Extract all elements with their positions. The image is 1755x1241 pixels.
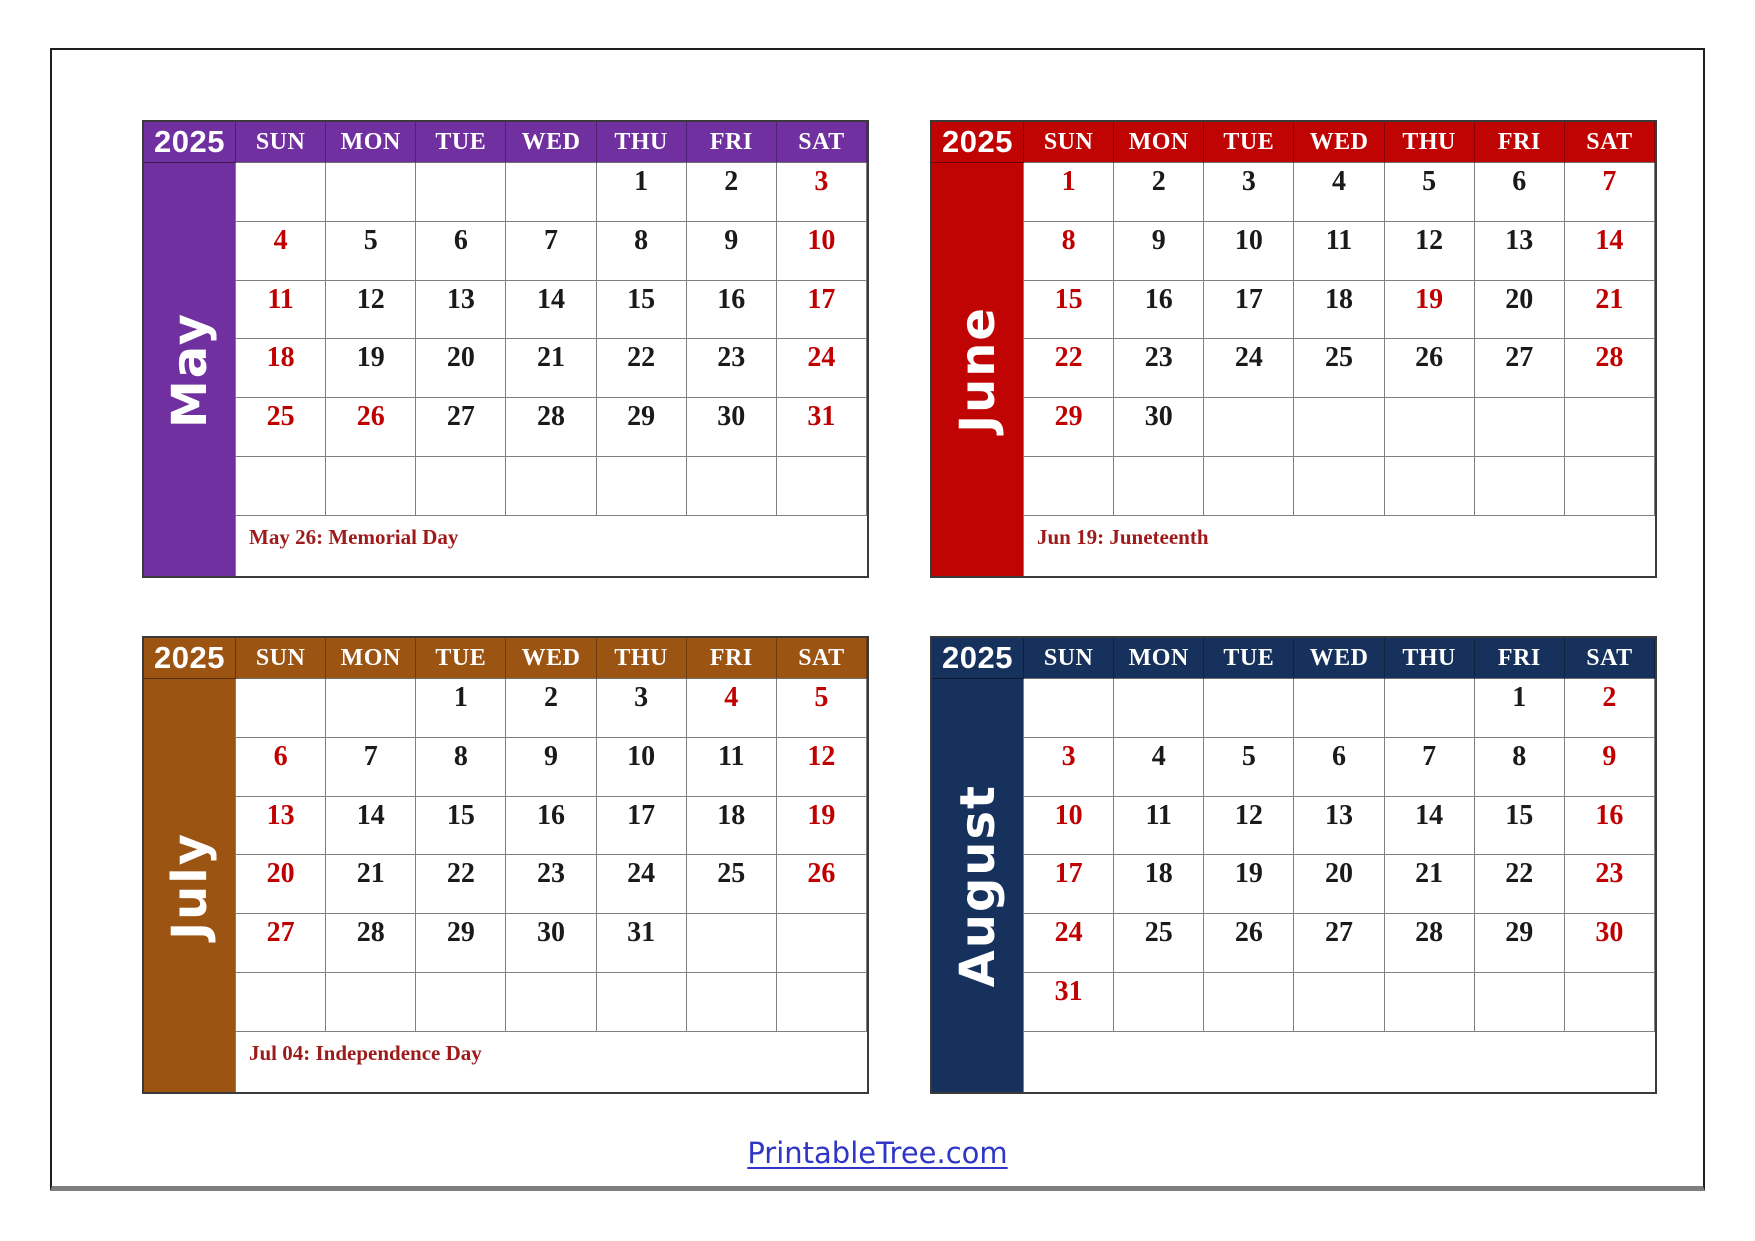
calendar-august — [930, 636, 1657, 1094]
empty-date-cell — [777, 457, 867, 516]
day-header-wed: WED — [506, 122, 596, 163]
day-header-wed: WED — [1294, 638, 1384, 679]
date-cell-29: 29 — [1475, 914, 1565, 973]
date-cell-6: 6 — [1294, 738, 1384, 797]
date-cell-30: 30 — [687, 398, 777, 457]
date-cell-11: 11 — [687, 738, 777, 797]
date-cell-9: 9 — [1565, 738, 1655, 797]
date-cell-6: 6 — [416, 222, 506, 281]
date-cell-30: 30 — [1114, 398, 1204, 457]
date-cell-24: 24 — [1204, 339, 1294, 398]
day-header-mon: MON — [326, 638, 416, 679]
holiday-note: May 26: Memorial Day — [236, 516, 867, 576]
date-cell-28: 28 — [326, 914, 416, 973]
date-cell-28: 28 — [1565, 339, 1655, 398]
day-header-fri: FRI — [687, 638, 777, 679]
empty-date-cell — [1114, 679, 1204, 738]
date-cell-14: 14 — [506, 281, 596, 340]
date-cell-5: 5 — [326, 222, 416, 281]
empty-date-cell — [597, 973, 687, 1032]
date-cell-9: 9 — [506, 738, 596, 797]
month-sidebar — [144, 163, 236, 576]
date-cell-6: 6 — [1475, 163, 1565, 222]
empty-date-cell — [416, 973, 506, 1032]
date-cell-10: 10 — [597, 738, 687, 797]
date-cell-12: 12 — [777, 738, 867, 797]
date-cell-16: 16 — [1565, 797, 1655, 856]
empty-date-cell — [687, 457, 777, 516]
year-label: 2025 — [932, 638, 1024, 679]
empty-date-cell — [1385, 398, 1475, 457]
date-cell-20: 20 — [1475, 281, 1565, 340]
date-cell-22: 22 — [416, 855, 506, 914]
date-cell-29: 29 — [597, 398, 687, 457]
date-cell-15: 15 — [597, 281, 687, 340]
date-cell-19: 19 — [1385, 281, 1475, 340]
empty-date-cell — [416, 457, 506, 516]
date-cell-1: 1 — [597, 163, 687, 222]
date-cell-18: 18 — [687, 797, 777, 856]
empty-date-cell — [1114, 457, 1204, 516]
date-cell-16: 16 — [506, 797, 596, 856]
year-label: 2025 — [144, 638, 236, 679]
date-cell-23: 23 — [687, 339, 777, 398]
day-header-mon: MON — [326, 122, 416, 163]
date-cell-25: 25 — [1114, 914, 1204, 973]
calendar-may — [142, 120, 869, 578]
date-cell-15: 15 — [416, 797, 506, 856]
day-header-sun: SUN — [236, 122, 326, 163]
empty-date-cell — [236, 973, 326, 1032]
date-cell-13: 13 — [1475, 222, 1565, 281]
date-cell-20: 20 — [416, 339, 506, 398]
date-cell-22: 22 — [1475, 855, 1565, 914]
empty-date-cell — [687, 973, 777, 1032]
date-cell-8: 8 — [1024, 222, 1114, 281]
date-cell-7: 7 — [1385, 738, 1475, 797]
empty-date-cell — [1565, 457, 1655, 516]
month-label: June — [949, 306, 1006, 433]
date-cell-30: 30 — [506, 914, 596, 973]
date-cell-29: 29 — [1024, 398, 1114, 457]
date-cell-10: 10 — [777, 222, 867, 281]
empty-date-cell — [1204, 679, 1294, 738]
day-header-thu: THU — [1385, 122, 1475, 163]
empty-date-cell — [687, 914, 777, 973]
month-sidebar — [932, 163, 1024, 576]
day-header-sun: SUN — [1024, 638, 1114, 679]
date-cell-27: 27 — [1475, 339, 1565, 398]
date-cell-14: 14 — [1565, 222, 1655, 281]
date-cell-3: 3 — [1024, 738, 1114, 797]
empty-date-cell — [236, 679, 326, 738]
empty-date-cell — [1475, 973, 1565, 1032]
day-header-sat: SAT — [1565, 638, 1655, 679]
empty-date-cell — [1204, 398, 1294, 457]
date-cell-28: 28 — [506, 398, 596, 457]
day-header-wed: WED — [506, 638, 596, 679]
month-label: August — [949, 783, 1006, 988]
holiday-note: Jun 19: Juneteenth — [1024, 516, 1655, 576]
date-cell-1: 1 — [1024, 163, 1114, 222]
empty-date-cell — [1385, 679, 1475, 738]
date-cell-17: 17 — [1024, 855, 1114, 914]
date-cell-19: 19 — [1204, 855, 1294, 914]
date-cell-27: 27 — [236, 914, 326, 973]
month-sidebar — [144, 679, 236, 1092]
date-cell-23: 23 — [1114, 339, 1204, 398]
date-cell-1: 1 — [416, 679, 506, 738]
date-cell-5: 5 — [1385, 163, 1475, 222]
date-cell-4: 4 — [1114, 738, 1204, 797]
date-cell-18: 18 — [236, 339, 326, 398]
date-cell-19: 19 — [326, 339, 416, 398]
date-cell-7: 7 — [506, 222, 596, 281]
empty-date-cell — [236, 163, 326, 222]
date-cell-10: 10 — [1204, 222, 1294, 281]
date-cell-3: 3 — [777, 163, 867, 222]
day-header-fri: FRI — [687, 122, 777, 163]
day-header-sat: SAT — [777, 122, 867, 163]
date-cell-21: 21 — [326, 855, 416, 914]
date-cell-6: 6 — [236, 738, 326, 797]
empty-date-cell — [1565, 973, 1655, 1032]
day-header-thu: THU — [1385, 638, 1475, 679]
empty-date-cell — [1475, 398, 1565, 457]
empty-date-cell — [1294, 398, 1384, 457]
date-cell-26: 26 — [326, 398, 416, 457]
date-cell-11: 11 — [1294, 222, 1384, 281]
date-cell-26: 26 — [777, 855, 867, 914]
empty-date-cell — [1294, 457, 1384, 516]
date-cell-4: 4 — [687, 679, 777, 738]
date-cell-11: 11 — [236, 281, 326, 340]
date-cell-25: 25 — [1294, 339, 1384, 398]
day-header-sat: SAT — [1565, 122, 1655, 163]
date-cell-13: 13 — [416, 281, 506, 340]
date-cell-13: 13 — [1294, 797, 1384, 856]
date-cell-21: 21 — [1385, 855, 1475, 914]
date-cell-23: 23 — [1565, 855, 1655, 914]
date-cell-31: 31 — [777, 398, 867, 457]
date-cell-17: 17 — [1204, 281, 1294, 340]
date-cell-9: 9 — [687, 222, 777, 281]
holiday-note — [1024, 1032, 1655, 1092]
footer-link[interactable]: PrintableTree.com — [747, 1136, 1008, 1170]
calendar-june — [930, 120, 1657, 578]
day-header-thu: THU — [597, 122, 687, 163]
date-cell-22: 22 — [1024, 339, 1114, 398]
date-cell-20: 20 — [1294, 855, 1384, 914]
empty-date-cell — [506, 163, 596, 222]
date-cell-31: 31 — [597, 914, 687, 973]
date-cell-16: 16 — [687, 281, 777, 340]
date-cell-5: 5 — [777, 679, 867, 738]
empty-date-cell — [597, 457, 687, 516]
date-cell-12: 12 — [1204, 797, 1294, 856]
empty-date-cell — [326, 973, 416, 1032]
empty-date-cell — [1385, 973, 1475, 1032]
date-cell-18: 18 — [1114, 855, 1204, 914]
month-label: July — [161, 831, 218, 940]
empty-date-cell — [416, 163, 506, 222]
day-header-tue: TUE — [416, 122, 506, 163]
date-cell-24: 24 — [777, 339, 867, 398]
empty-date-cell — [326, 163, 416, 222]
empty-date-cell — [777, 973, 867, 1032]
date-cell-3: 3 — [1204, 163, 1294, 222]
empty-date-cell — [1294, 973, 1384, 1032]
date-cell-14: 14 — [326, 797, 416, 856]
date-cell-4: 4 — [236, 222, 326, 281]
date-cell-2: 2 — [506, 679, 596, 738]
date-cell-27: 27 — [1294, 914, 1384, 973]
year-label: 2025 — [144, 122, 236, 163]
day-header-thu: THU — [597, 638, 687, 679]
empty-date-cell — [1204, 457, 1294, 516]
empty-date-cell — [1024, 679, 1114, 738]
date-cell-2: 2 — [1114, 163, 1204, 222]
footer — [0, 1136, 1755, 1170]
empty-date-cell — [1385, 457, 1475, 516]
holiday-note: Jul 04: Independence Day — [236, 1032, 867, 1092]
empty-date-cell — [506, 973, 596, 1032]
calendar-july — [142, 636, 869, 1094]
date-cell-2: 2 — [1565, 679, 1655, 738]
date-cell-15: 15 — [1024, 281, 1114, 340]
date-cell-13: 13 — [236, 797, 326, 856]
date-cell-7: 7 — [326, 738, 416, 797]
date-cell-22: 22 — [597, 339, 687, 398]
date-cell-8: 8 — [416, 738, 506, 797]
date-cell-14: 14 — [1385, 797, 1475, 856]
date-cell-28: 28 — [1385, 914, 1475, 973]
empty-date-cell — [1114, 973, 1204, 1032]
empty-date-cell — [1204, 973, 1294, 1032]
empty-date-cell — [1294, 679, 1384, 738]
empty-date-cell — [1565, 398, 1655, 457]
date-cell-3: 3 — [597, 679, 687, 738]
date-cell-1: 1 — [1475, 679, 1565, 738]
date-cell-10: 10 — [1024, 797, 1114, 856]
month-label: May — [161, 311, 218, 428]
date-cell-17: 17 — [597, 797, 687, 856]
date-cell-7: 7 — [1565, 163, 1655, 222]
date-cell-8: 8 — [597, 222, 687, 281]
date-cell-24: 24 — [1024, 914, 1114, 973]
day-header-sat: SAT — [777, 638, 867, 679]
date-cell-30: 30 — [1565, 914, 1655, 973]
day-header-fri: FRI — [1475, 638, 1565, 679]
day-header-wed: WED — [1294, 122, 1384, 163]
date-cell-18: 18 — [1294, 281, 1384, 340]
date-cell-21: 21 — [1565, 281, 1655, 340]
date-cell-9: 9 — [1114, 222, 1204, 281]
date-cell-26: 26 — [1204, 914, 1294, 973]
day-header-sun: SUN — [236, 638, 326, 679]
date-cell-12: 12 — [1385, 222, 1475, 281]
empty-date-cell — [1475, 457, 1565, 516]
date-cell-25: 25 — [236, 398, 326, 457]
date-cell-5: 5 — [1204, 738, 1294, 797]
date-cell-23: 23 — [506, 855, 596, 914]
date-cell-15: 15 — [1475, 797, 1565, 856]
date-cell-17: 17 — [777, 281, 867, 340]
date-cell-21: 21 — [506, 339, 596, 398]
day-header-tue: TUE — [416, 638, 506, 679]
date-cell-8: 8 — [1475, 738, 1565, 797]
day-header-fri: FRI — [1475, 122, 1565, 163]
day-header-sun: SUN — [1024, 122, 1114, 163]
date-cell-4: 4 — [1294, 163, 1384, 222]
date-cell-26: 26 — [1385, 339, 1475, 398]
date-cell-11: 11 — [1114, 797, 1204, 856]
date-cell-12: 12 — [326, 281, 416, 340]
day-header-mon: MON — [1114, 638, 1204, 679]
date-cell-27: 27 — [416, 398, 506, 457]
date-cell-20: 20 — [236, 855, 326, 914]
date-cell-31: 31 — [1024, 973, 1114, 1032]
date-cell-19: 19 — [777, 797, 867, 856]
day-header-tue: TUE — [1204, 122, 1294, 163]
month-sidebar — [932, 679, 1024, 1092]
year-label: 2025 — [932, 122, 1024, 163]
date-cell-16: 16 — [1114, 281, 1204, 340]
empty-date-cell — [506, 457, 596, 516]
empty-date-cell — [1024, 457, 1114, 516]
date-cell-24: 24 — [597, 855, 687, 914]
date-cell-25: 25 — [687, 855, 777, 914]
date-cell-2: 2 — [687, 163, 777, 222]
empty-date-cell — [326, 679, 416, 738]
day-header-mon: MON — [1114, 122, 1204, 163]
day-header-tue: TUE — [1204, 638, 1294, 679]
empty-date-cell — [326, 457, 416, 516]
empty-date-cell — [777, 914, 867, 973]
empty-date-cell — [236, 457, 326, 516]
date-cell-29: 29 — [416, 914, 506, 973]
